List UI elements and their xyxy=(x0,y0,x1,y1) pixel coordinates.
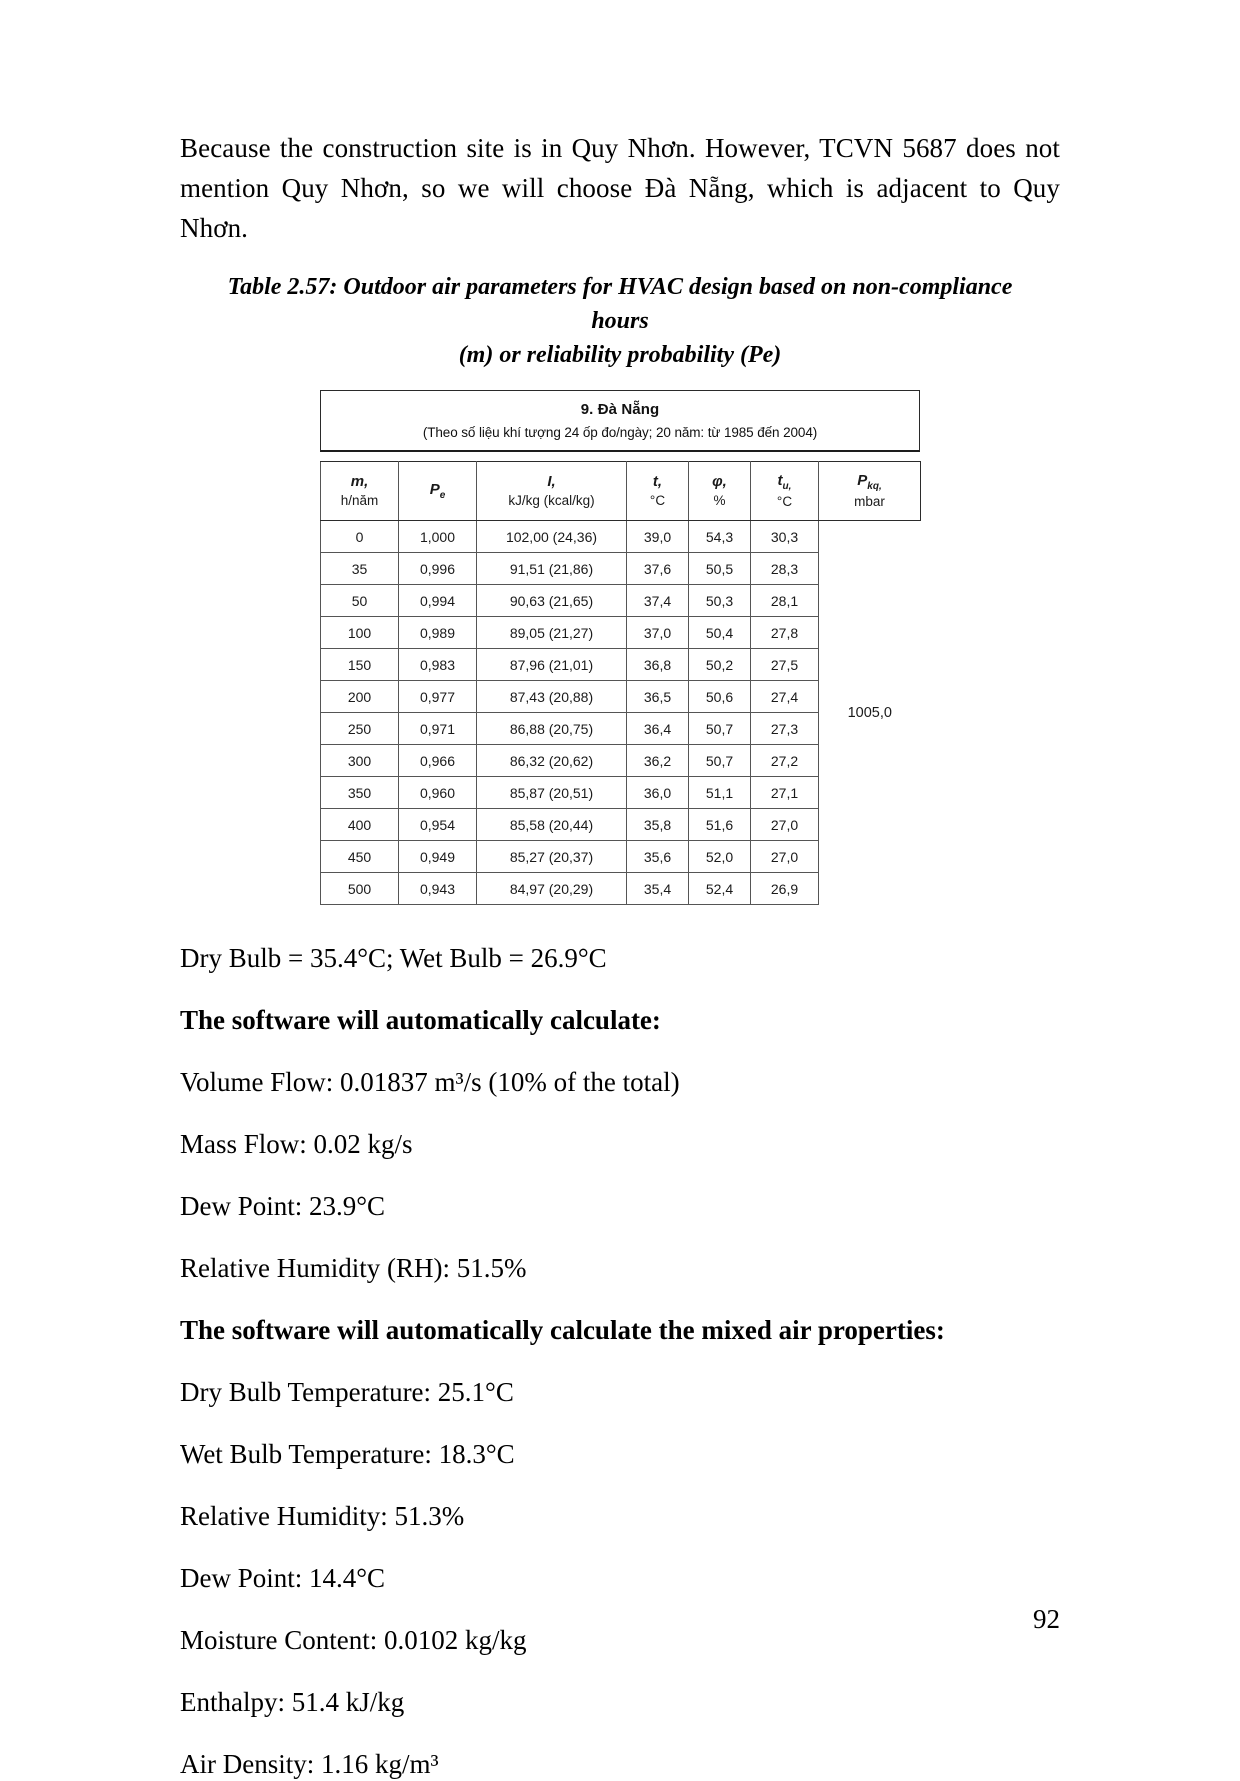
cell-temperature: 37,6 xyxy=(627,553,689,585)
mixed-wet-bulb-line: Wet Bulb Temperature: 18.3°C xyxy=(180,1439,515,1469)
cell-enthalpy: 90,63 (21,65) xyxy=(477,585,627,617)
cell-pe: 0,971 xyxy=(399,713,477,745)
table-caption-line-1: Table 2.57: Outdoor air parameters for HVAC design based on non-compliance hours xyxy=(227,274,1013,334)
header-relative-humidity-unit: % xyxy=(713,493,726,509)
cell-wet-bulb: 26,9 xyxy=(751,873,819,905)
cell-relative-humidity: 50,5 xyxy=(689,553,751,585)
header-enthalpy-symbol: I, xyxy=(547,472,556,490)
header-temperature-unit: °C xyxy=(649,493,666,509)
header-wet-bulb-symbol: $t_{u,}$ xyxy=(777,471,792,492)
cell-temperature: 36,5 xyxy=(627,681,689,713)
relative-humidity-line: Relative Humidity (RH): 51.5% xyxy=(180,1253,527,1283)
cell-wet-bulb: 27,3 xyxy=(751,713,819,745)
cell-pe: 1,000 xyxy=(399,521,477,553)
cell-m: 250 xyxy=(321,713,399,745)
header-enthalpy-unit: kJ/kg (kcal/kg) xyxy=(508,493,595,509)
cell-enthalpy: 85,87 (20,51) xyxy=(477,777,627,809)
cell-m: 450 xyxy=(321,841,399,873)
cell-relative-humidity: 50,6 xyxy=(689,681,751,713)
mixed-dew-point-line: Dew Point: 14.4°C xyxy=(180,1563,386,1593)
cell-relative-humidity: 50,4 xyxy=(689,617,751,649)
cell-pe: 0,989 xyxy=(399,617,477,649)
cell-temperature: 35,6 xyxy=(627,841,689,873)
cell-m: 150 xyxy=(321,649,399,681)
cell-wet-bulb: 28,3 xyxy=(751,553,819,585)
outdoor-air-parameters-table xyxy=(320,461,921,905)
cell-pe: 0,954 xyxy=(399,809,477,841)
results-section xyxy=(180,941,1060,1781)
cell-m: 0 xyxy=(321,521,399,553)
table-caption-line-2: (m) or reliability probability (Pe) xyxy=(458,342,782,368)
cell-wet-bulb: 27,8 xyxy=(751,617,819,649)
cell-temperature: 35,8 xyxy=(627,809,689,841)
cell-wet-bulb: 27,0 xyxy=(751,809,819,841)
cell-pe: 0,943 xyxy=(399,873,477,905)
cell-enthalpy: 86,88 (20,75) xyxy=(477,713,627,745)
table-location-title: 9. Đà Nẵng xyxy=(580,401,660,418)
mixed-dry-bulb-line: Dry Bulb Temperature: 25.1°C xyxy=(180,1377,514,1407)
cell-wet-bulb: 27,0 xyxy=(751,841,819,873)
cell-pe: 0,994 xyxy=(399,585,477,617)
cell-pe: 0,966 xyxy=(399,745,477,777)
cell-enthalpy: 91,51 (21,86) xyxy=(477,553,627,585)
cell-relative-humidity: 52,0 xyxy=(689,841,751,873)
cell-pe: 0,977 xyxy=(399,681,477,713)
header-relative-humidity-symbol: φ, xyxy=(712,472,727,490)
dry-wet-bulb-line: Dry Bulb = 35.4°C; Wet Bulb = 26.9°C xyxy=(180,943,607,973)
moisture-content-line: Moisture Content: 0.0102 kg/kg xyxy=(180,1625,527,1655)
table-caption xyxy=(180,270,1060,372)
cell-wet-bulb: 27,4 xyxy=(751,681,819,713)
cell-m: 50 xyxy=(321,585,399,617)
cell-enthalpy: 85,27 (20,37) xyxy=(477,841,627,873)
cell-temperature: 36,4 xyxy=(627,713,689,745)
cell-enthalpy: 87,43 (20,88) xyxy=(477,681,627,713)
header-barometric-pressure-unit: mbar xyxy=(854,494,885,510)
table-row xyxy=(321,521,921,553)
scanned-table-figure xyxy=(320,390,920,905)
cell-wet-bulb: 27,5 xyxy=(751,649,819,681)
header-enthalpy xyxy=(477,462,627,521)
cell-relative-humidity: 52,4 xyxy=(689,873,751,905)
intro-paragraph xyxy=(180,128,1060,248)
header-temperature xyxy=(627,462,689,521)
header-relative-humidity xyxy=(689,462,751,521)
table-header-row xyxy=(321,462,921,521)
mixed-relative-humidity-line: Relative Humidity: 51.3% xyxy=(180,1501,465,1531)
header-wet-bulb xyxy=(751,462,819,521)
enthalpy-line: Enthalpy: 51.4 kJ/kg xyxy=(180,1687,405,1717)
mass-flow-line: Mass Flow: 0.02 kg/s xyxy=(180,1129,413,1159)
intro-line-2: mention Quy Nhơn, so we will choose Đà Nẵng, which is adjacent to Quy Nhơn. xyxy=(180,173,1060,243)
header-barometric-pressure xyxy=(819,462,921,521)
header-pe xyxy=(399,462,477,521)
mixed-air-heading: The software will automatically calculate the mixed air properties: xyxy=(180,1315,945,1345)
cell-barometric-pressure: 1005,0 xyxy=(819,521,921,905)
cell-temperature: 36,8 xyxy=(627,649,689,681)
cell-enthalpy: 89,05 (21,27) xyxy=(477,617,627,649)
cell-enthalpy: 86,32 (20,62) xyxy=(477,745,627,777)
header-m xyxy=(321,462,399,521)
cell-temperature: 39,0 xyxy=(627,521,689,553)
air-density-line: Air Density: 1.16 kg/m³ xyxy=(180,1749,439,1779)
cell-temperature: 37,0 xyxy=(627,617,689,649)
cell-temperature: 35,4 xyxy=(627,873,689,905)
page-number: 92 xyxy=(1033,1604,1060,1634)
cell-m: 400 xyxy=(321,809,399,841)
cell-enthalpy: 102,00 (24,36) xyxy=(477,521,627,553)
cell-wet-bulb: 30,3 xyxy=(751,521,819,553)
cell-temperature: 37,4 xyxy=(627,585,689,617)
header-pe-symbol: $P_e$ xyxy=(429,480,446,501)
table-title-box xyxy=(320,390,920,452)
cell-pe: 0,960 xyxy=(399,777,477,809)
table-source-note: (Theo số liệu khí tượng 24 ốp đo/ngày; 20 năm: từ 1985 đến 2004) xyxy=(422,425,818,440)
header-barometric-pressure-symbol: $P_{kq,}$ xyxy=(857,471,882,492)
cell-relative-humidity: 50,3 xyxy=(689,585,751,617)
cell-temperature: 36,0 xyxy=(627,777,689,809)
cell-m: 300 xyxy=(321,745,399,777)
cell-pe: 0,996 xyxy=(399,553,477,585)
cell-temperature: 36,2 xyxy=(627,745,689,777)
cell-relative-humidity: 50,2 xyxy=(689,649,751,681)
volume-flow-line: Volume Flow: 0.01837 m³/s (10% of the total) xyxy=(180,1067,680,1097)
cell-m: 500 xyxy=(321,873,399,905)
cell-m: 200 xyxy=(321,681,399,713)
cell-enthalpy: 84,97 (20,29) xyxy=(477,873,627,905)
cell-enthalpy: 87,96 (21,01) xyxy=(477,649,627,681)
cell-m: 35 xyxy=(321,553,399,585)
auto-calculate-heading: The software will automatically calculate: xyxy=(180,1005,661,1035)
cell-pe: 0,983 xyxy=(399,649,477,681)
cell-relative-humidity: 51,1 xyxy=(689,777,751,809)
table-body xyxy=(321,521,921,905)
cell-m: 100 xyxy=(321,617,399,649)
header-wet-bulb-unit: °C xyxy=(776,494,793,510)
cell-enthalpy: 85,58 (20,44) xyxy=(477,809,627,841)
cell-relative-humidity: 50,7 xyxy=(689,713,751,745)
cell-relative-humidity: 50,7 xyxy=(689,745,751,777)
cell-wet-bulb: 27,1 xyxy=(751,777,819,809)
header-temperature-symbol: t, xyxy=(652,472,663,490)
cell-wet-bulb: 28,1 xyxy=(751,585,819,617)
cell-m: 350 xyxy=(321,777,399,809)
cell-relative-humidity: 51,6 xyxy=(689,809,751,841)
cell-relative-humidity: 54,3 xyxy=(689,521,751,553)
header-m-symbol: m, xyxy=(350,472,369,490)
intro-line-1: Because the construction site is in Quy Nhơn. However, TCVN 5687 does not xyxy=(180,133,1060,163)
cell-pe: 0,949 xyxy=(399,841,477,873)
dew-point-line: Dew Point: 23.9°C xyxy=(180,1191,386,1221)
cell-wet-bulb: 27,2 xyxy=(751,745,819,777)
header-m-unit: h/năm xyxy=(340,493,379,509)
